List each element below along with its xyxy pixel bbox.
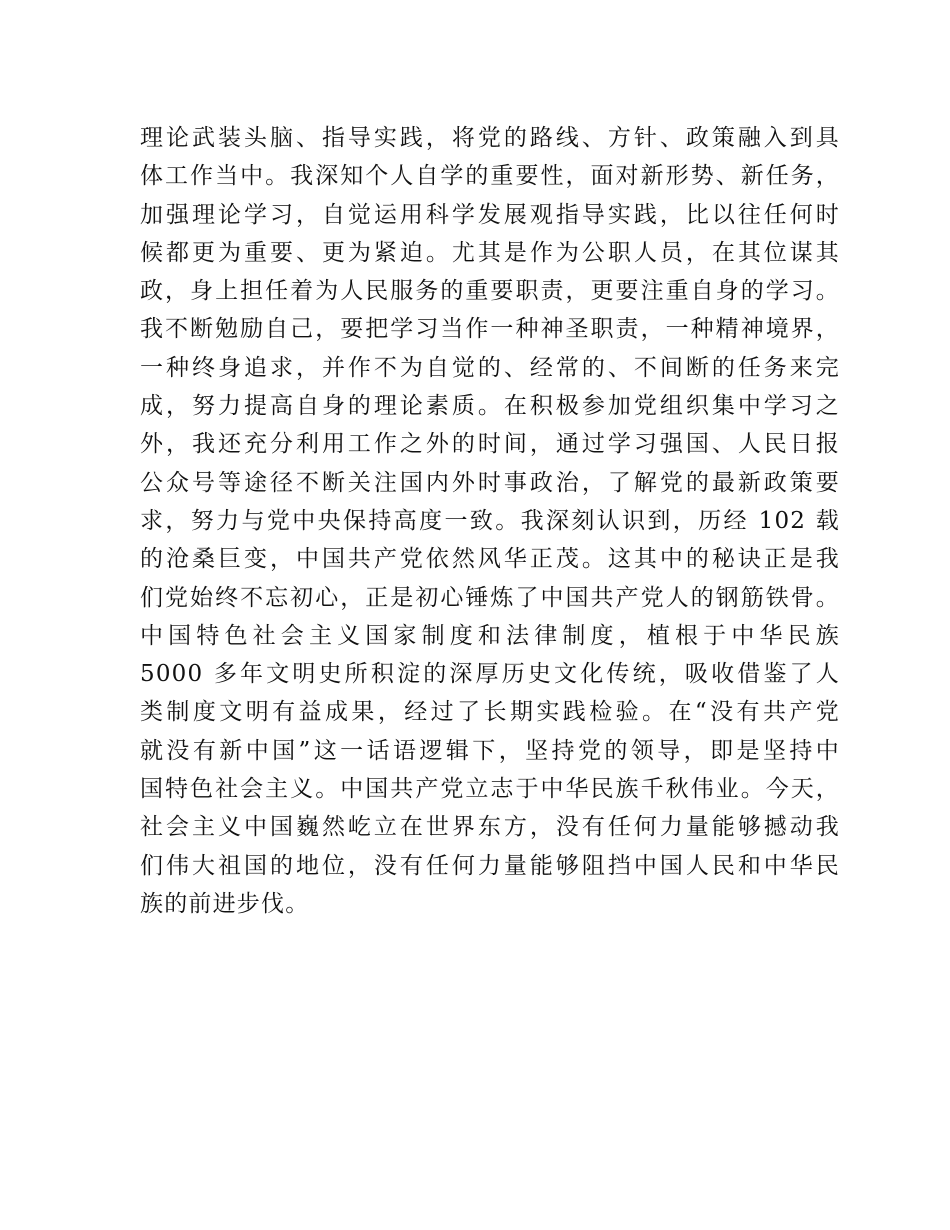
text-line: 公众号等途径不断关注国内外时事政治，了解党的最新政策要 [140,469,840,496]
text-line: 中国特色社会主义国家制度和法律制度，植根于中华民族 [140,622,840,649]
text-line: 外，我还充分利用工作之外的时间，通过学习强国、人民日报 [140,431,840,458]
text-line: 理论武装头脑、指导实践，将党的路线、方针、政策融入到具 [140,125,840,151]
text-line: 的沧桑巨变，中国共产党依然风华正茂。这其中的秘诀正是我 [140,546,840,573]
text-line: 类制度文明有益成果，经过了长期实践检验。在“没有共产党 [140,699,840,726]
body-paragraph [140,119,840,923]
text-line: 加强理论学习，自觉运用科学发展观指导实践，比以往任何时 [140,201,840,228]
text-line: 社会主义中国巍然屹立在世界东方，没有任何力量能够撼动我 [140,814,840,841]
text-line: 国特色社会主义。中国共产党立志于中华民族千秋伟业。今天， [140,776,840,803]
text-line: 们党始终不忘初心，正是初心锤炼了中国共产党人的钢筋铁骨。 [140,584,840,611]
text-line: 就没有新中国”这一话语逻辑下，坚持党的领导，即是坚持中 [140,737,840,764]
text-line: 们伟大祖国的地位，没有任何力量能够阻挡中国人民和中华民 [140,852,840,879]
text-line: 体工作当中。我深知个人自学的重要性，面对新形势、新任务， [140,163,840,190]
text-line: 成，努力提高自身的理论素质。在积极参加党组织集中学习之 [140,393,840,420]
text-line: 一种终身追求，并作不为自觉的、经常的、不间断的任务来完 [140,354,840,381]
text-line: 我不断勉励自己，要把学习当作一种神圣职责，一种精神境界， [140,316,840,343]
text-line-last: 族的前进步伐。 [140,890,310,917]
text-line: 求，努力与党中央保持高度一致。我深刻认识到，历经 102 载 [140,507,840,534]
text-line: 5000 多年文明史所积淀的深厚历史文化传统，吸收借鉴了人 [140,661,840,688]
text-line: 政，身上担任着为人民服务的重要职责，更要注重自身的学习。 [140,278,840,305]
text-line: 候都更为重要、更为紧迫。尤其是作为公职人员，在其位谋其 [140,239,840,266]
